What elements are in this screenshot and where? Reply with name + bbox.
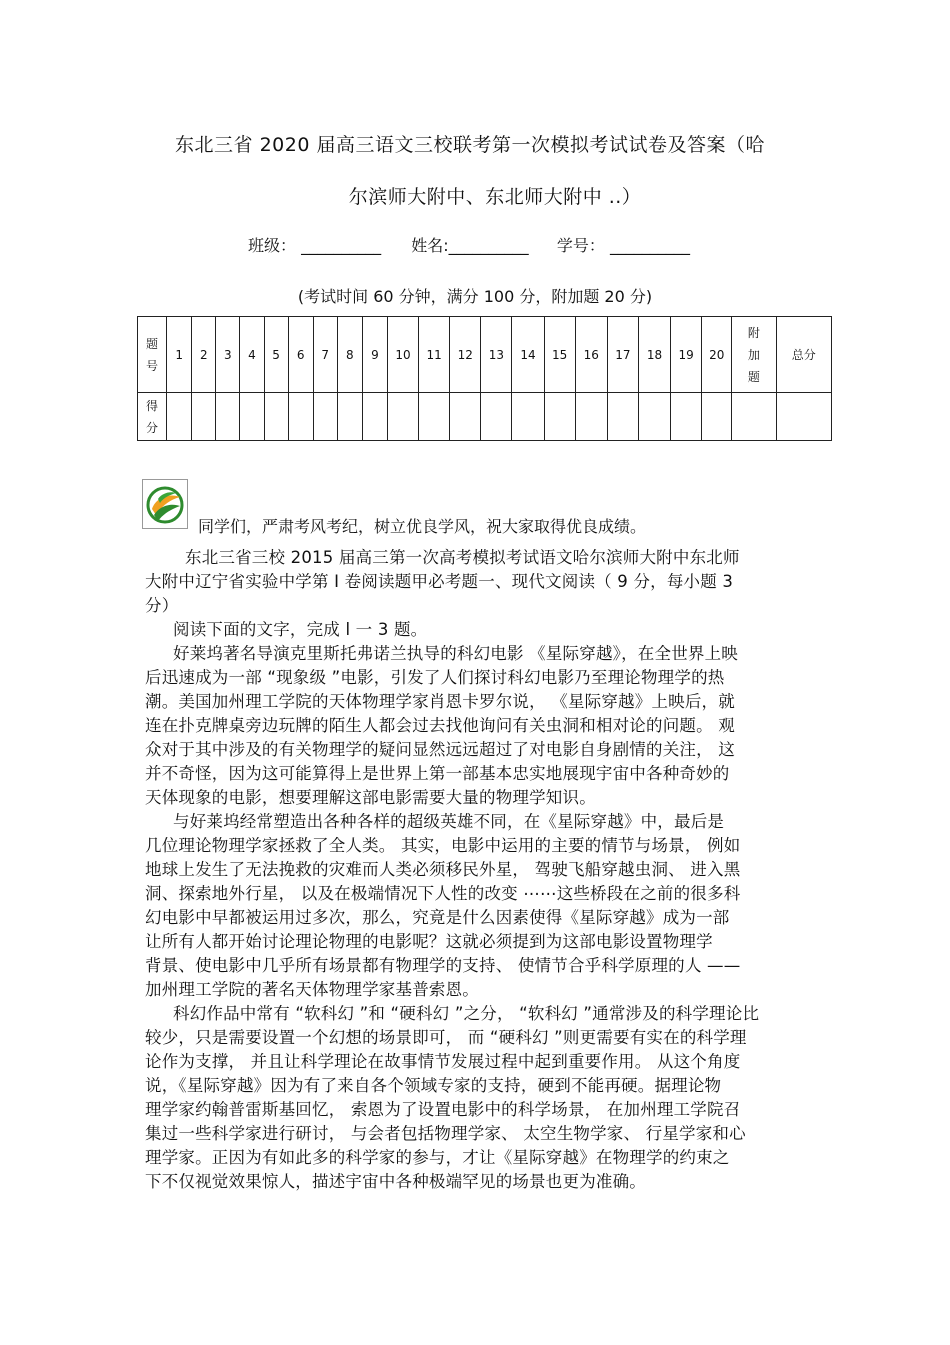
question-number-cell: 4 <box>240 317 264 393</box>
score-cell[interactable] <box>512 393 544 441</box>
score-table <box>137 316 832 441</box>
question-number-cell: 11 <box>419 317 450 393</box>
score-cell[interactable] <box>313 393 337 441</box>
question-number-cell: 2 <box>192 317 216 393</box>
question-number-cell: 12 <box>450 317 481 393</box>
score-row-header: 得 分 <box>138 393 167 441</box>
question-number-cell: 13 <box>481 317 512 393</box>
score-cell[interactable] <box>288 393 313 441</box>
score-cell[interactable] <box>240 393 264 441</box>
score-cell[interactable] <box>671 393 702 441</box>
question-number-cell: 20 <box>702 317 732 393</box>
score-cell[interactable] <box>481 393 512 441</box>
question-number-cell: 18 <box>638 317 670 393</box>
question-number-cell: 17 <box>607 317 638 393</box>
score-cell[interactable] <box>450 393 481 441</box>
question-number-cell: 15 <box>544 317 575 393</box>
paragraph-intro: 东北三省三校 2015 届高三第一次高考模拟考试语文哈尔滨师大附中东北师 大附中辽宁省实验中学第 Ⅰ 卷阅读题甲必考题一、现代文阅读（ 9 分，每小题 3 分） 阅读下面的文字，完成 l 一 3 题。 好莱坞著名导演克里斯托弗诺兰执导的科幻电影 《星际穿越》，在全世界上映 后迅速成为一部 “现象级 ”电影，引发了人们探讨科幻电影乃至理论物理学的热 潮。美国加州理工学院的天体物理学家肖恩卡罗尔说， 《星际穿越》上映后，就 连在扑克牌桌旁边玩牌的陌生人都会过去找他询问有关虫洞和相对论的问题。 观 众对于其中涉及的有关物理学的疑问显然远远超过了对电影自身剧情的关注， 这 并不奇怪，因为这可能算得上是世界上第一部基本忠实地展现宇宙中各种奇妙的 天体现象的电影，想要理解这部电影需要大量的物理学知识。 与好莱坞经常塑造出各种各样的超级英雄不同，在《星际穿越》中，最后是 几位理论物理学家拯救了全人类。 其实，电影中运用的主要的情节与场景， 例如 地球上发生了无法挽救的灾难而人类必须移民外星， 驾驶飞船穿越虫洞、 进入黑 洞、探索地外行星， 以及在极端情况下人性的改变 ⋯⋯这些桥段在之前的很多科 幻电影中早都被运用过多次，那么，究竟是什么因素使得《星际穿越》成为一部 让所有人都开始讨论理论物理的电影呢？这就必须提到为这部电影设置物理学 背景、使电影中几乎所有场景都有物理学的支持、 使情节合乎科学原理的人 —— 加州理工学院的著名天体物理学家基普索恩。 科幻作品中常有 “软科幻 ”和 “硬科幻 ”之分， “软科幻 ”通常涉及的科学理论比 较少，只是需要设置一个幻想的场景即可， 而 “硬科幻 ”则更需要有实在的科学理 论作为支撑， 并且让科学理论在故事情节发展过程中起到重要作用。 从这个角度 说，《星际穿越》因为有了来自各个领域专家的支持，硬到不能再硬。据理论物 理学家约翰普雷斯基回忆， 索恩为了设置电影中的科学场景， 在加州理工学院召 集过一些科学家进行研讨， 与会者包括物理学家、 太空生物学家、 行星学家和心 理学家。正因为有如此多的科学家的参与，才让《星际穿越》在物理学的约束之 下不仅视觉效果惊人，描述宇宙中各种极端罕见的场景也更为准确。 <box>145 548 760 1191</box>
exam-info: (考试时间 60 分钟，满分 100 分，附加题 20 分) <box>297 287 653 306</box>
score-cell[interactable] <box>216 393 240 441</box>
question-number-cell: 7 <box>313 317 337 393</box>
question-number-cell: 6 <box>288 317 313 393</box>
question-number-cell: 16 <box>575 317 607 393</box>
total-score-cell[interactable] <box>776 393 831 441</box>
score-cell[interactable] <box>544 393 575 441</box>
score-cell[interactable] <box>638 393 670 441</box>
score-cell[interactable] <box>575 393 607 441</box>
score-cell[interactable] <box>192 393 216 441</box>
student-id-field[interactable]: 学号： __________ <box>556 236 690 255</box>
score-cell[interactable] <box>387 393 418 441</box>
question-number-cell: 8 <box>337 317 362 393</box>
question-number-cell: 1 <box>167 317 192 393</box>
extra-question-header: 附 加 题 <box>732 317 776 393</box>
question-number-cell: 19 <box>671 317 702 393</box>
page-title-line-2: 尔滨师大附中、东北师大附中 ..） <box>348 186 642 208</box>
name-field[interactable]: 姓名:__________ <box>411 236 529 255</box>
total-score-header: 总分 <box>776 317 831 393</box>
question-number-cell: 3 <box>216 317 240 393</box>
score-cell[interactable] <box>167 393 192 441</box>
greeting-text: 同学们，严肃考风考纪，树立优良学风，祝大家取得优良成绩。 <box>198 517 647 536</box>
score-cell[interactable] <box>362 393 387 441</box>
question-number-cell: 9 <box>362 317 387 393</box>
score-cell[interactable] <box>702 393 732 441</box>
score-cell[interactable] <box>607 393 638 441</box>
question-number-header: 题 号 <box>138 317 167 393</box>
question-number-cell: 5 <box>264 317 288 393</box>
question-number-cell: 14 <box>512 317 544 393</box>
score-cell[interactable] <box>337 393 362 441</box>
question-number-cell: 10 <box>387 317 418 393</box>
extra-score-cell[interactable] <box>732 393 776 441</box>
student-info <box>248 233 690 256</box>
leaf-logo-icon <box>142 479 188 529</box>
score-cell[interactable] <box>419 393 450 441</box>
class-field[interactable]: 班级： __________ <box>248 236 382 255</box>
score-cell[interactable] <box>264 393 288 441</box>
page-title-line-1: 东北三省 2020 届高三语文三校联考第一次模拟考试试卷及答案（哈 <box>175 134 765 156</box>
